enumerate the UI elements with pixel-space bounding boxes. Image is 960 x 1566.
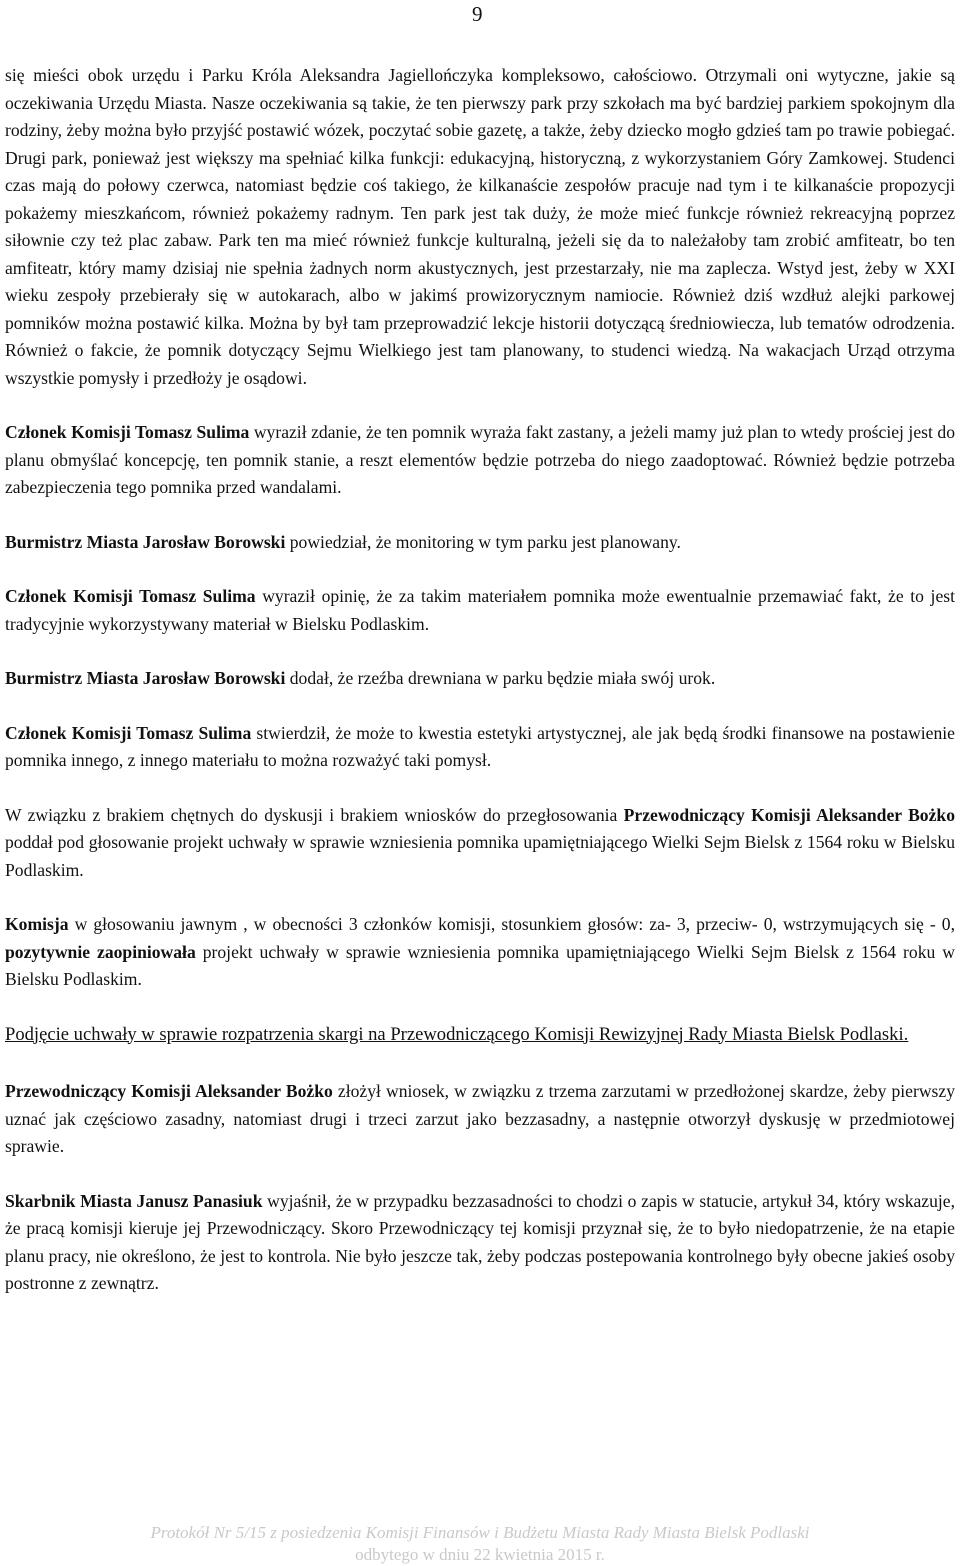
- paragraph-2: [5, 419, 955, 502]
- paragraph-6: [5, 720, 955, 775]
- paragraph-text: wyjaśnił, że w przypadku bezzasadności to chodzi o zapis w statucie, artykuł 34, który wskazuje, że pracą komisji kieruje jej Przewodniczący. Skoro Przewodniczący tej komisji przyznał się, że to było niedopatrzenie, że na etapie planu pracy, nie określono, że jest to kontrola. Nie było jeszcze tak, żeby podczas postepowania kontrolnego były obecne jakieś osoby postronne z zewnątrz.: [5, 1190, 956, 1293]
- paragraph-text: wyraził zdanie, że ten pomnik wyraża fakt zastany, a jeżeli mamy już plan to wtedy prościej jest do planu obmyślać koncepcję, ten pomnik stanie, a reszt elementów będzie potrzeba do niego zaadoptować. Również będzie potrzeba zabezpieczenia tego pomnika przed wandalami.: [5, 422, 955, 497]
- paragraph-text: dodał, że rzeźba drewniana w parku będzie miała swój urok.: [285, 668, 716, 688]
- speaker-name: Burmistrz Miasta Jarosław Borowski: [5, 531, 286, 552]
- speaker-name: Członek Komisji Tomasz Sulima: [5, 422, 250, 442]
- paragraph-text: poddał pod głosowanie projekt uchwały w sprawie wzniesienia pomnika upamiętniającego Wielki Sejm Bielsk z 1564 roku w Bielsku Podlaskim.: [5, 832, 955, 880]
- paragraph-1: się mieści obok urzędu i Parku Króla Aleksandra Jagiellończyka kompleksowo, całościowo. Otrzymali oni wytyczne, jakie są oczekiwania Urzędu Miasta. Nasze oczekiwania są takie, że ten pierwszy park przy szkołach ma być bardziej parkiem spokojnym dla rodziny, żeby można było przyjść postawić wózek, poczytać sobie gazetę, a także, żeby dziecko mogło gdzieś tam po trawie pobiegać. Drugi park, ponieważ jest większy ma spełniać kilka funkcji: edukacyjną, historyczną, z wykorzystaniem Góry Zamkowej. Studenci czas mają do połowy czerwca, natomiast będzie coś takiego, że kilkanaście zespołów pracuje nad tym i te kilkanaście propozycji pokażemy mieszkańcom, również pokażemy radnym. Ten park jest tak duży, że może mieć funkcje również rekreacyjną poprzez siłownie czy też plac zabaw. Park ten ma mieć również funkcje kulturalną, jeżeli się da to należałoby tam zrobić amfiteatr, bo ten amfiteatr, który mamy dzisiaj nie spełnia żadnych norm akustycznych, jest przestarzały, nie ma zaplecza. Wstyd jest, żeby w XXI wieku zespoły przebierały się w autokarach, albo w jakimś prowizorycznym namiocie. Również dziś wzdłuż alejki parkowej pomników można postawić kilka. Można by był tam przeprowadzić lekcje historii dotyczącą średniowiecza, lub tematów odrodzenia. Również o fakcie, że pomnik dotyczący Sejmu Wielkiego jest tam planowany, to studenci wiedzą. Na wakacjach Urząd otrzyma wszystkie pomysły i przedłoży je osądowi.: [5, 65, 955, 388]
- paragraph-10: [5, 1188, 955, 1298]
- paragraph-4: [5, 583, 955, 638]
- paragraph-text: w głosowaniu jawnym , w obecności 3 członków komisji, stosunkiem głosów: za- 3, przeciw- 0, wstrzymujących się - 0,: [68, 914, 955, 934]
- paragraph-3: [5, 529, 955, 557]
- paragraph-9: [5, 1078, 955, 1161]
- speaker-name: Komisja: [5, 914, 69, 934]
- paragraph-5: [5, 665, 955, 693]
- paragraph-text: złożył wniosek, w związku z trzema zarzutami w przedłożonej skardze, żeby pierwszy uznać jak częściowo zasadny, natomiast drugi i trzeci zarzut jako bezzasadny, a następnie otworzył dyskusję w przedmiotowej sprawie.: [5, 1081, 956, 1156]
- page-footer: [0, 1522, 960, 1566]
- vote-result: pozytywnie zaopiniowała: [5, 941, 196, 962]
- footer-title: Protokół Nr 5/15 z posiedzenia Komisji Finansów i Budżetu Miasta Rady Miasta Bielsk Podlaski: [150, 1523, 810, 1542]
- speaker-name: Przewodniczący Komisji Aleksander Bożko: [623, 804, 955, 825]
- footer-date: odbytego w dniu 22 kwietnia 2015 r.: [355, 1545, 605, 1564]
- paragraph-text: powiedział, że monitoring w tym parku jest planowany.: [285, 531, 681, 552]
- paragraph-text: wyraził opinię, że za takim materiałem pomnika może ewentualnie przemawiać fakt, że to jest tradycyjnie wykorzystywany materiał w Bielsku Podlaskim.: [5, 586, 955, 634]
- paragraph-8: [5, 911, 955, 994]
- section-heading: Podjęcie uchwały w sprawie rozpatrzenia skargi na Przewodniczącego Komisji Rewizyjnej Rady Miasta Bielsk Podlaski.: [5, 1023, 909, 1045]
- paragraph-text: W związku z brakiem chętnych do dyskusji i brakiem wniosków do przegłosowania: [5, 804, 624, 825]
- speaker-name: Burmistrz Miasta Jarosław Borowski: [5, 668, 286, 688]
- document-body: [5, 62, 955, 1325]
- paragraph-text: stwierdził, że może to kwestia estetyki artystycznej, ale jak będą środki finansowe na postawienie pomnika innego, z innego materiału to można rozważyć taki pomysł.: [5, 722, 955, 770]
- speaker-name: Członek Komisji Tomasz Sulima: [5, 586, 256, 606]
- page-number: 9: [472, 2, 483, 26]
- paragraph-7: [5, 802, 955, 885]
- speaker-name: Przewodniczący Komisji Aleksander Bożko: [5, 1081, 333, 1101]
- speaker-name: Skarbnik Miasta Janusz Panasiuk: [5, 1190, 263, 1211]
- paragraph-text: projekt uchwały w sprawie wzniesienia pomnika upamiętniającego Wielki Sejm Bielsk z 1564 roku w Bielsku Podlaskim.: [5, 941, 955, 989]
- speaker-name: Członek Komisji Tomasz Sulima: [5, 722, 252, 743]
